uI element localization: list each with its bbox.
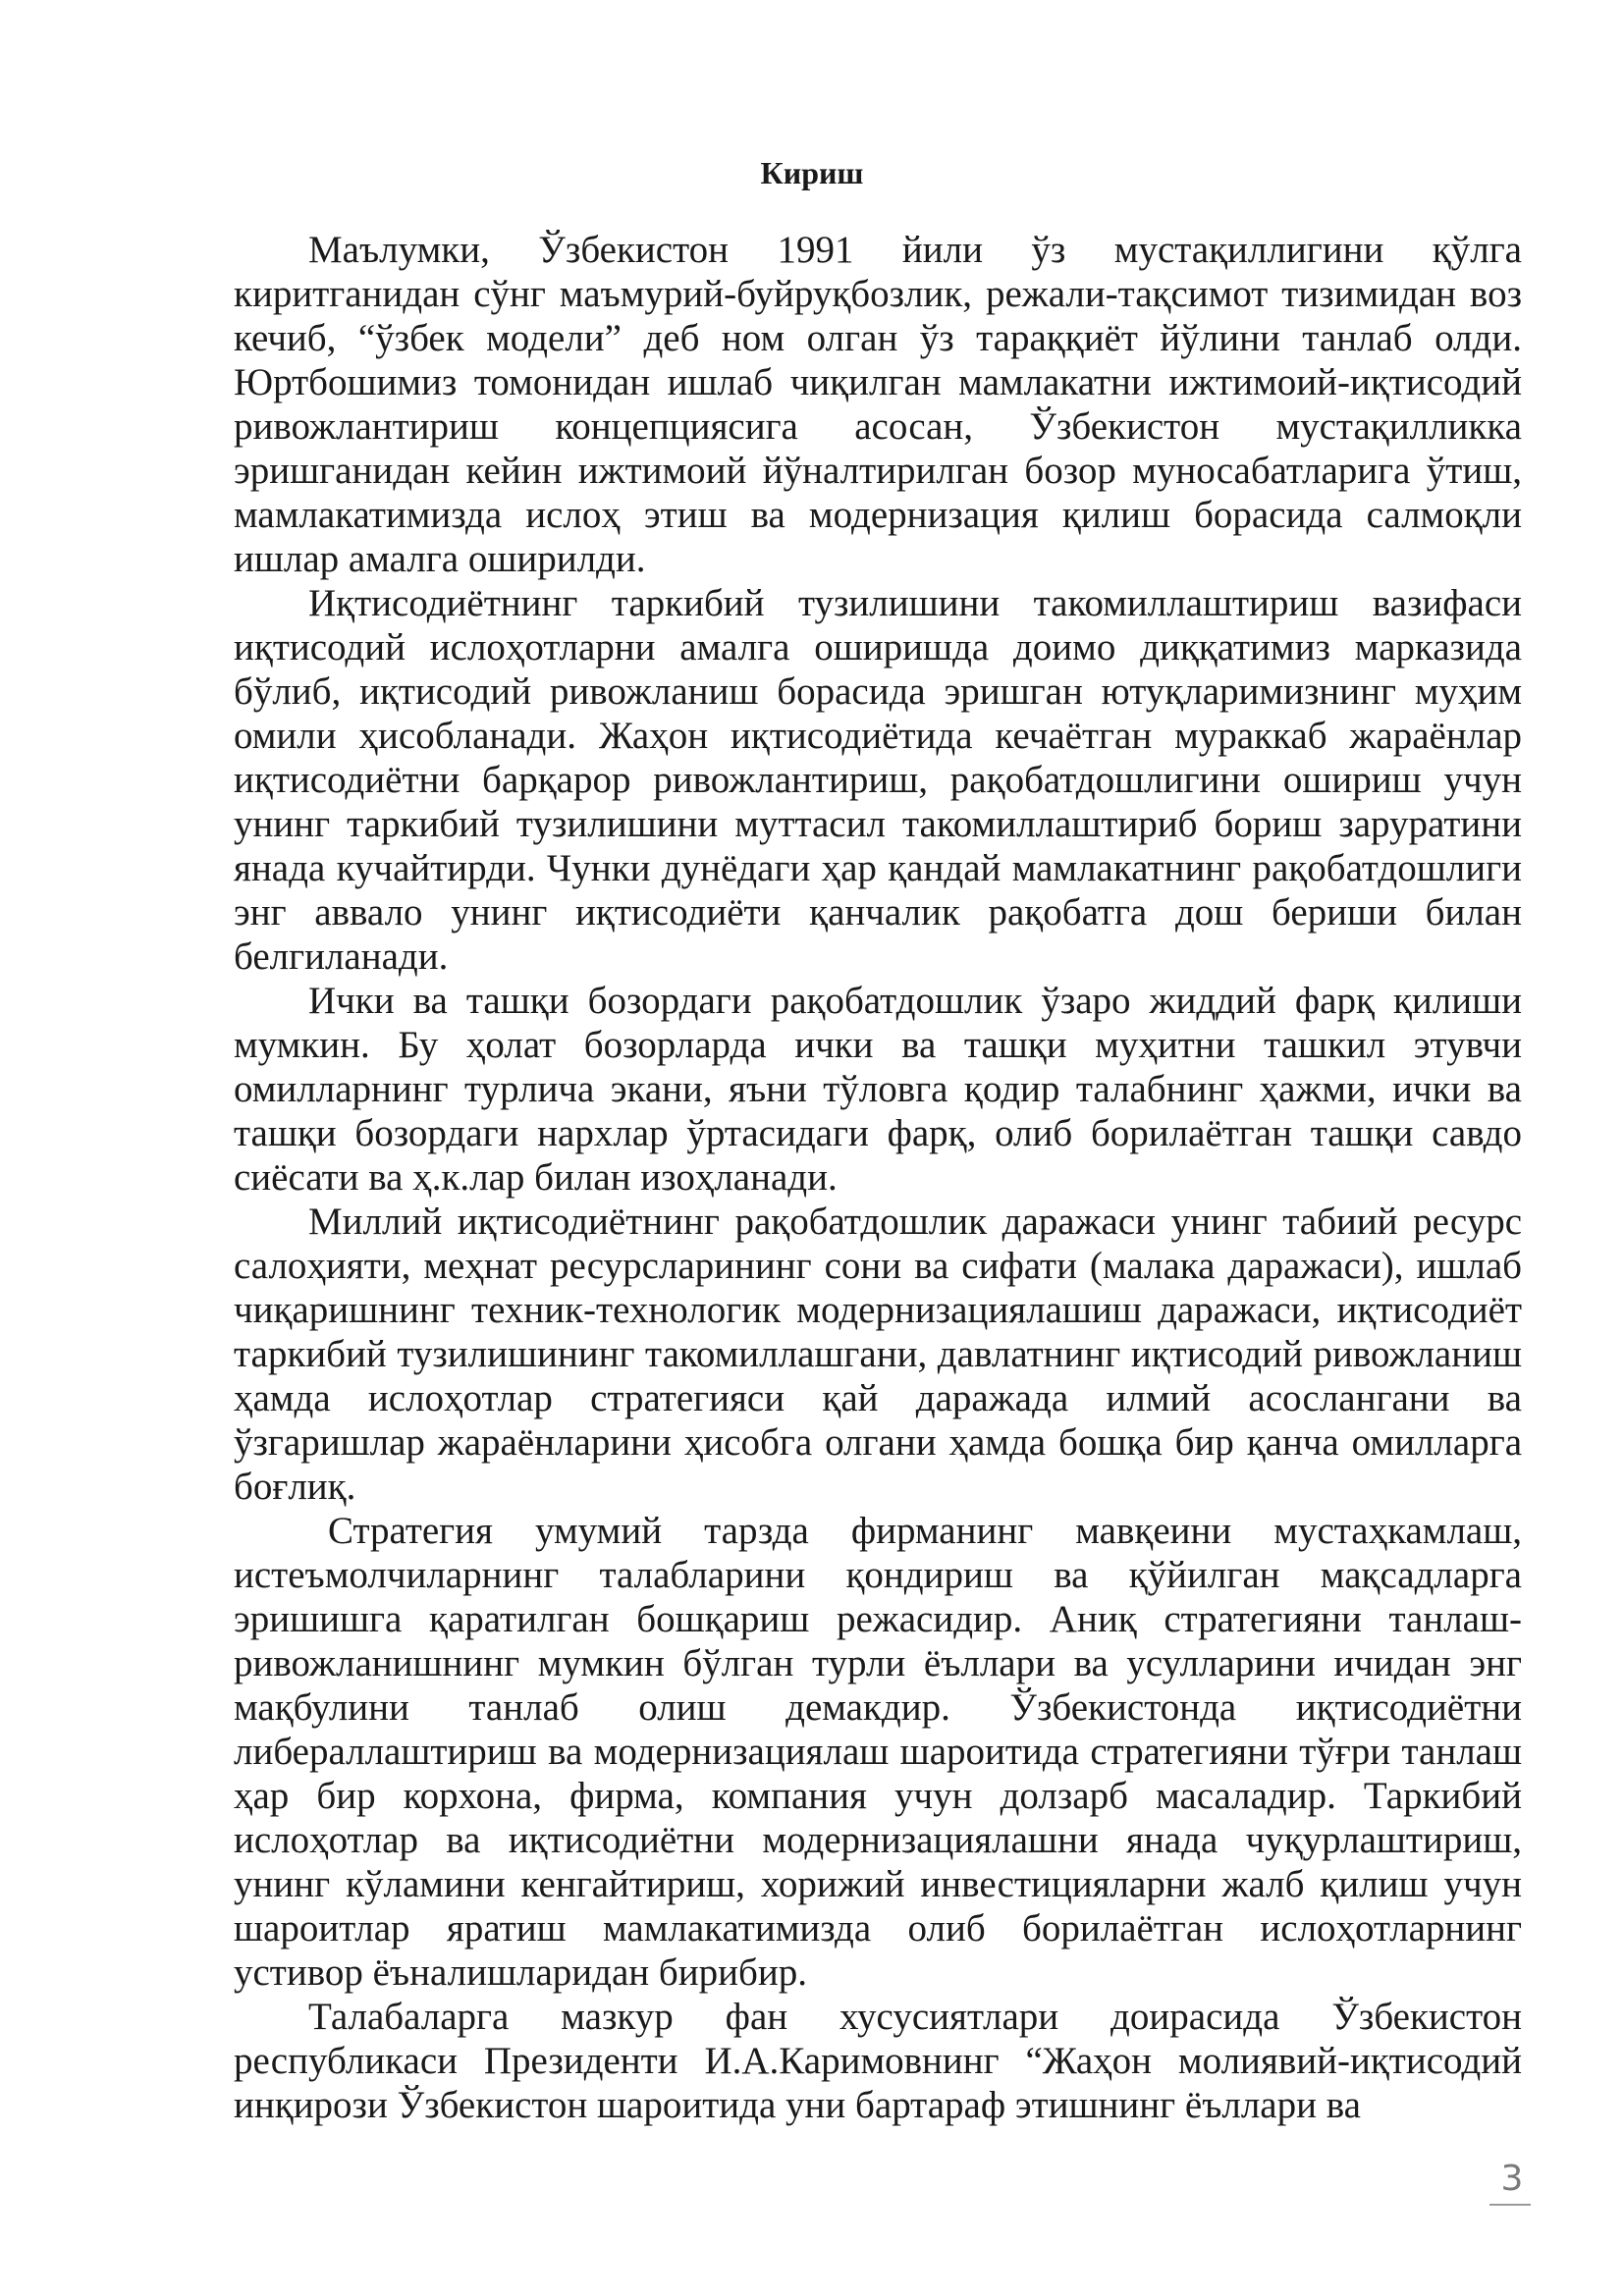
paragraph-2: Иқтисодиётнинг таркибий тузилишини такомиллаштириш вазифаси иқтисодий ислоҳотларни амалга оширишда доимо диққатимиз марказида бўлиб, иқтисодий ривожланиш борасида эришган ютуқларимизнинг муҳим омили ҳисобланади. Жаҳон иқтисодиётида кечаётган мураккаб жараёнлар иқтисодиётни барқарор ривожлантириш, рақобатдошлигини ошириш учун унинг таркибий тузилишини муттасил такомиллаштириб бориш заруратини янада кучайтирди. Чунки дунёдаги ҳар қандай мамлакатнинг рақобатдошлиги энг аввало унинг иқтисодиёти қанчалик рақобатга дош бериши билан белгиланади.: [234, 582, 1522, 978]
paragraph-1: Маълумки, Ўзбекистон 1991 йили ўз мустақиллигини қўлга киритганидан сўнг маъмурий-буйруқбозлик, режали-тақсимот тизимидан воз кечиб, “ўзбек модели” деб ном олган ўз тараққиёт йўлини танлаб олди. Юртбошимиз томонидан ишлаб чиқилган мамлакатни ижтимоий-иқтисодий ривожлантириш концепциясига асосан, Ўзбекистон мустақилликка эришганидан кейин ижтимоий йўналтирилган бозор муносабатларига ўтиш, мамлакатимизда ислоҳ этиш ва модернизация қилиш борасида салмоқли ишлар амалга оширилди.: [234, 229, 1522, 580]
paragraph-3: Ички ва ташқи бозордаги рақобатдошлик ўзаро жиддий фарқ қилиши мумкин. Бу ҳолат бозорларда ички ва ташқи муҳитни ташкил этувчи омилларнинг турлича экани, яъни тўловга қодир талабнинг ҳажми, ички ва ташқи бозордаги нархлар ўртасидаги фарқ, олиб борилаётган ташқи савдо сиёсати ва ҳ.к.лар билан изоҳланади.: [234, 980, 1522, 1199]
page-number: 3: [1500, 2159, 1524, 2199]
paragraph-5: Стратегия умумий тарзда фирманинг мавқеини мустаҳкамлаш, истеъмолчиларнинг талабларини қондириш ва қўйилган мақсадларга эришишга қаратилган бошқариш режасидир. Аниқ стратегияни танлаш-ривожланишнинг мумкин бўлган турли ёъллари ва усулларини ичидан энг мақбулини танлаб олиш демакдир. Ўзбекистонда иқтисодиётни либераллаштириш ва модернизациялаш шароитида стратегияни тўғри танлаш ҳар бир корхона, фирма, компания учун долзарб масаладир. Таркибий ислоҳотлар ва иқтисодиётни модернизациялашни янада чуқурлаштириш, унинг кўламини кенгайтириш, хорижий инвестицияларни жалб қилиш учун шароитлар яратиш мамлакатимизда олиб борилаётган ислоҳотларнинг устивор ёъналишларидан бирибир.: [234, 1510, 1522, 1994]
document-title: Кириш: [760, 155, 864, 190]
paragraph-6: Талабаларга мазкур фан хусусиятлари доирасида Ўзбекистон республикаси Президенти И.А.Каримовнинг “Жаҳон молиявий-иқтисодий инқирози Ўзбекистон шароитида уни бартараф этишнинг ёъллари ва: [234, 1996, 1522, 2126]
paragraph-4: Миллий иқтисодиётнинг рақобатдошлик даражаси унинг табиий ресурс салоҳияти, меҳнат ресурсларининг сони ва сифати (малака даражаси), ишлаб чиқаришнинг техник-технологик модернизациялашиш даражаси, иқтисодиёт таркибий тузилишининг такомиллашгани, давлатнинг иқтисодий ривожланиш ҳамда ислоҳотлар стратегияси қай даражада илмий асослангани ва ўзгаришлар жараёнларини ҳисобга олгани ҳамда бошқа бир қанча омилларга боғлиқ.: [234, 1201, 1522, 1508]
document-body: [234, 228, 1522, 2127]
page-number-underline: [1489, 2204, 1531, 2206]
